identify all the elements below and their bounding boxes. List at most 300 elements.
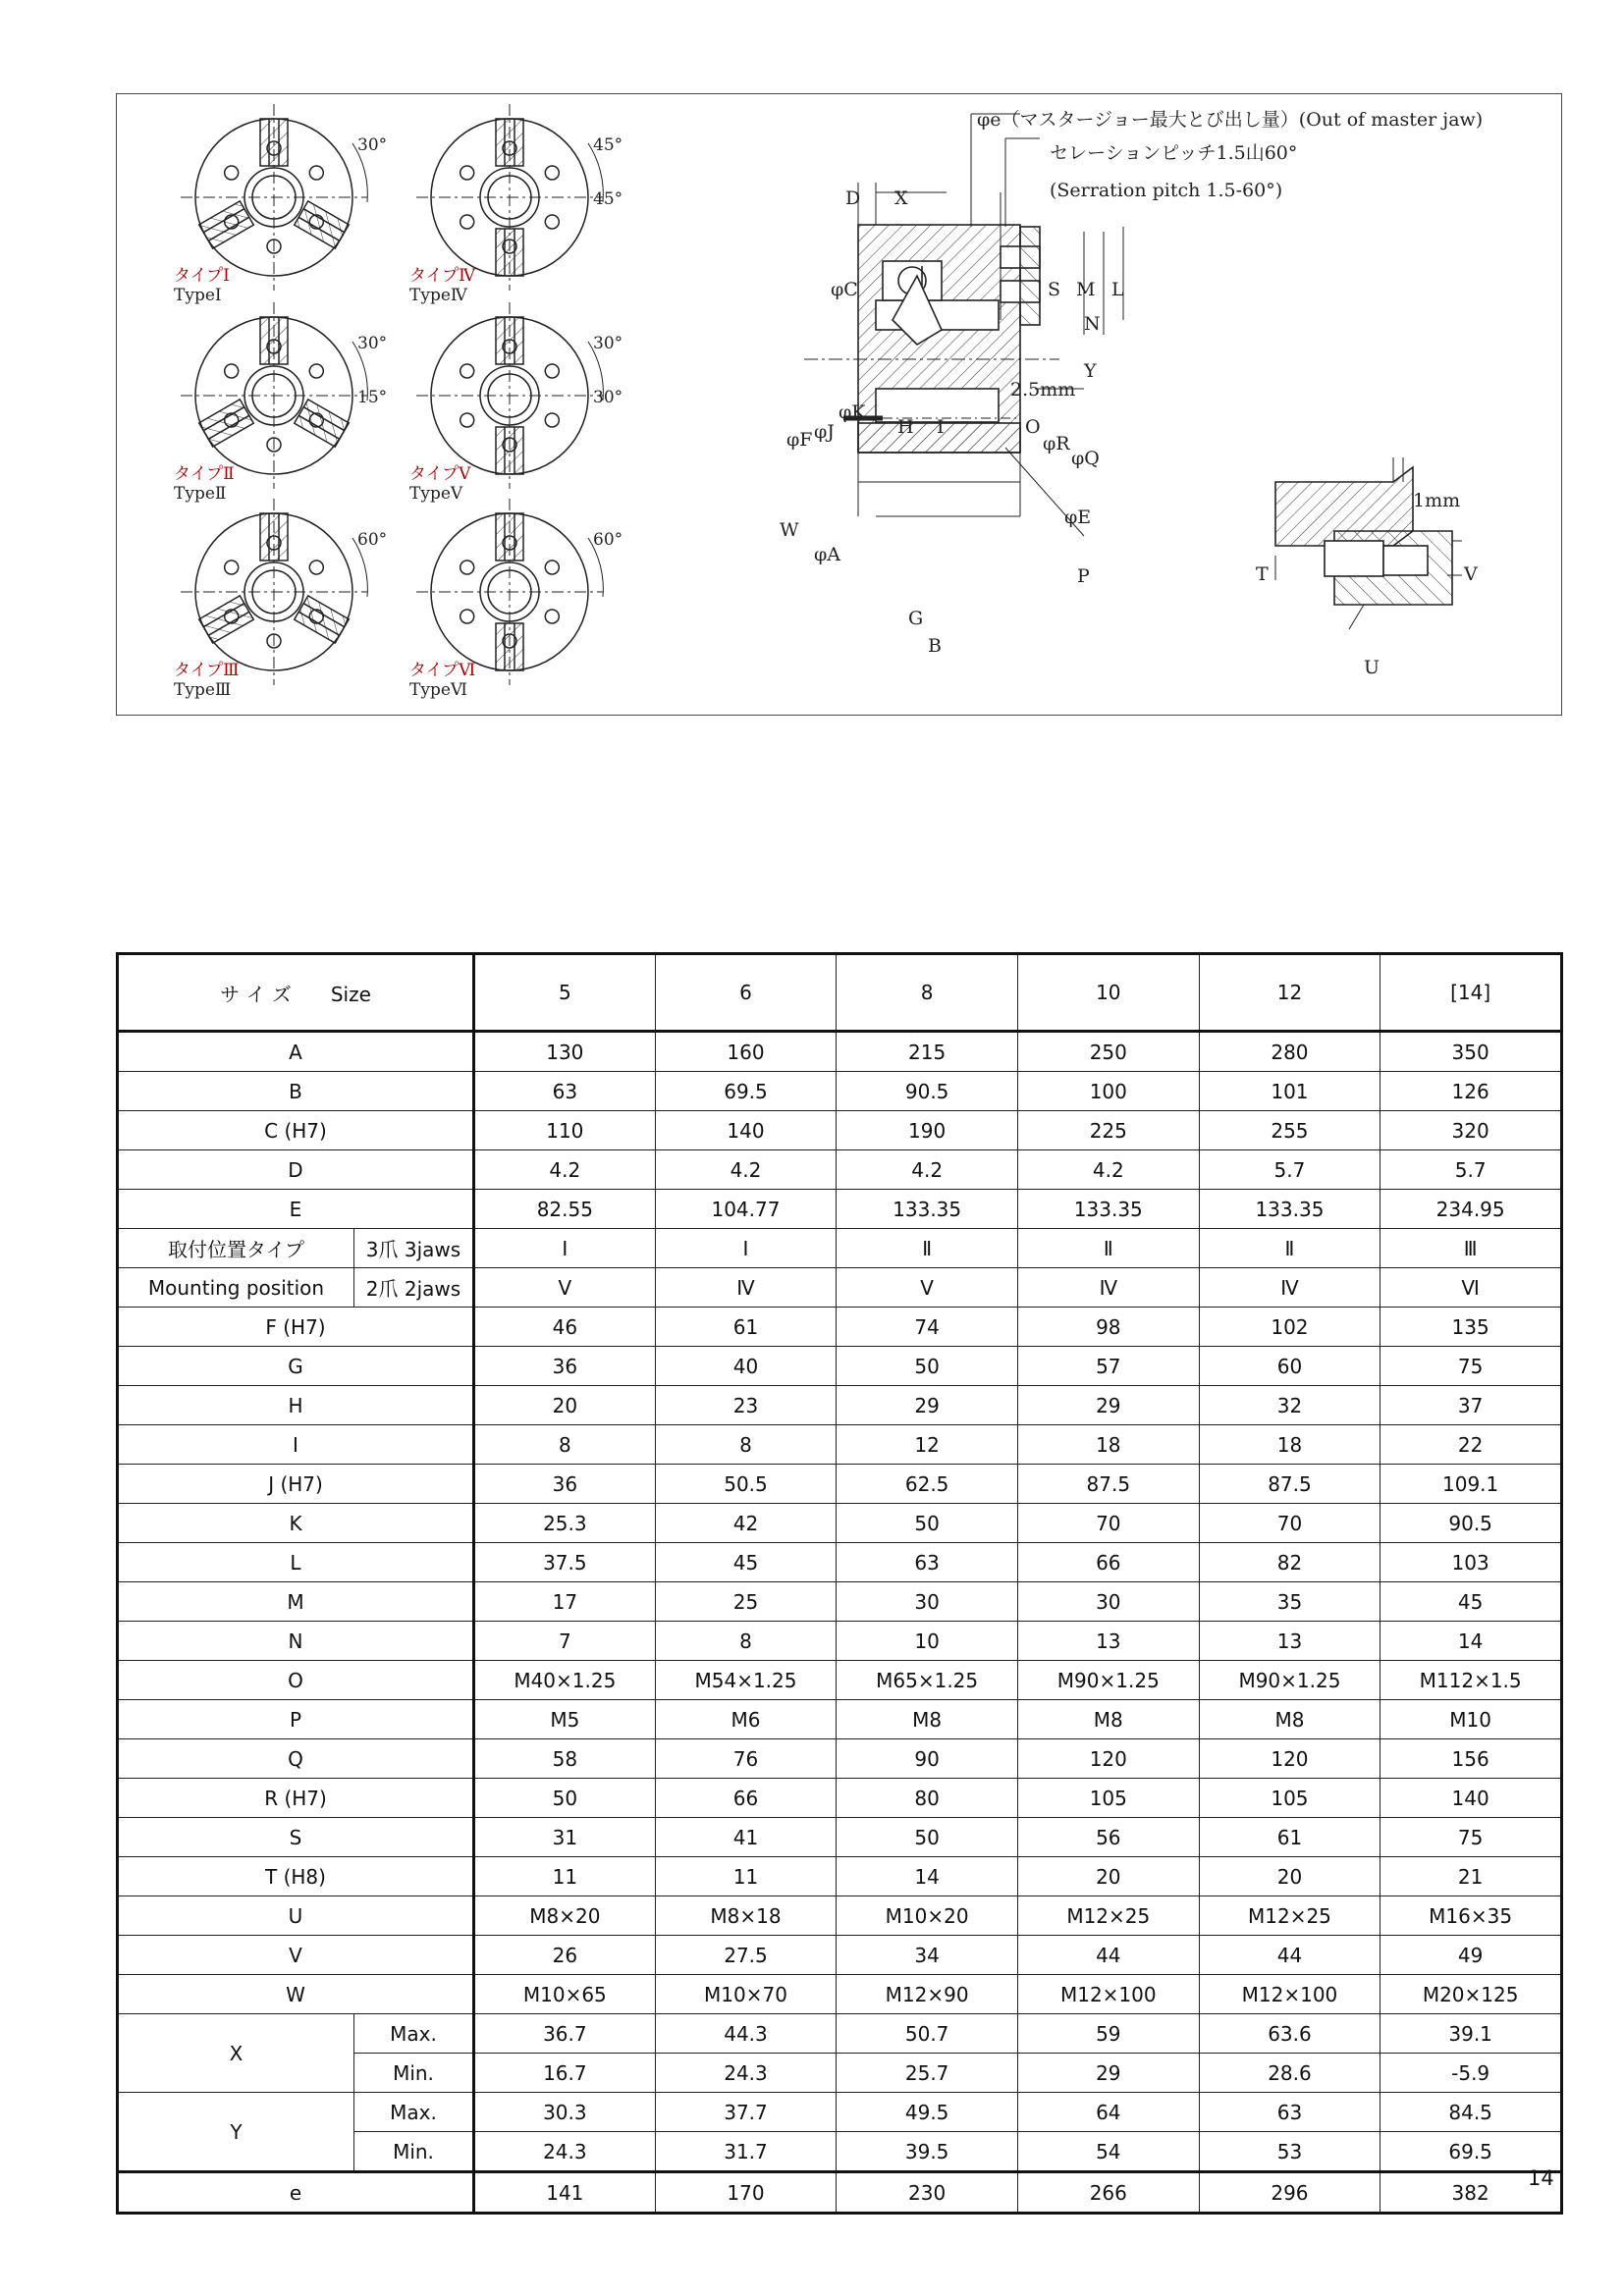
dim-c: φC (831, 279, 858, 300)
table-cell: 63 (1199, 2093, 1380, 2132)
table-cell: 230 (837, 2172, 1018, 2214)
row-label: e (118, 2172, 474, 2214)
table-cell: 40 (655, 1347, 837, 1386)
dim-n: N (1084, 313, 1101, 335)
table-cell: 31.7 (655, 2132, 837, 2172)
table-row (118, 1543, 1562, 1582)
table-cell: 29 (1017, 2054, 1199, 2093)
angle-label: 60° (593, 530, 623, 550)
table-cell: 133.35 (1199, 1190, 1380, 1229)
table-cell: 10 (837, 1622, 1018, 1661)
table-cell: M12×100 (1199, 1975, 1380, 2014)
table-cell: 61 (655, 1308, 837, 1347)
max-label: Max. (354, 2093, 474, 2132)
table-cell: 63.6 (1199, 2014, 1380, 2054)
table-cell: 105 (1199, 1779, 1380, 1818)
table-cell: 234.95 (1380, 1190, 1562, 1229)
table-cell: Ⅳ (1017, 1268, 1199, 1308)
chuck-view (181, 499, 367, 685)
table-cell: M10×65 (474, 1975, 656, 2014)
table-cell: 31 (474, 1818, 656, 1857)
dim-h: H (897, 416, 914, 438)
table-cell: 82 (1199, 1543, 1380, 1582)
serration-ja-callout: セレーションピッチ1.5山60° (1050, 142, 1298, 164)
size-col-header: 6 (655, 954, 837, 1032)
table-cell: 14 (837, 1857, 1018, 1896)
table-cell: 62.5 (837, 1465, 1018, 1504)
row-label: U (118, 1896, 474, 1936)
table-cell: 54 (1017, 2132, 1199, 2172)
dim-1mm: 1mm (1413, 490, 1461, 511)
table-cell: 34 (837, 1936, 1018, 1975)
table-cell: 90.5 (1380, 1504, 1562, 1543)
table-cell: 255 (1199, 1111, 1380, 1150)
table-row (118, 1739, 1562, 1779)
chuck-type-views (174, 104, 623, 700)
table-cell: 120 (1017, 1739, 1199, 1779)
row-label: G (118, 1347, 474, 1386)
table-row (118, 1857, 1562, 1896)
dim-u: U (1364, 657, 1380, 678)
table-cell: 70 (1199, 1504, 1380, 1543)
table-row (118, 1661, 1562, 1700)
table-cell: 4.2 (837, 1150, 1018, 1190)
table-cell: 133.35 (837, 1190, 1018, 1229)
table-cell: 215 (837, 1032, 1018, 1072)
table-cell: 87.5 (1017, 1465, 1199, 1504)
table-cell: 36 (474, 1465, 656, 1504)
table-cell: 63 (474, 1072, 656, 1111)
row-label: P (118, 1700, 474, 1739)
table-cell: Ⅴ (837, 1268, 1018, 1308)
table-cell: 4.2 (1017, 1150, 1199, 1190)
table-row (118, 1268, 1562, 1308)
table-cell: 45 (655, 1543, 837, 1582)
table-cell: 59 (1017, 2014, 1199, 2054)
dim-o: O (1025, 416, 1041, 438)
table-row (118, 1896, 1562, 1936)
table-cell: 75 (1380, 1347, 1562, 1386)
table-cell: M10×20 (837, 1896, 1018, 1936)
table-cell: 17 (474, 1582, 656, 1622)
table-row (118, 1190, 1562, 1229)
row-label: T (H8) (118, 1857, 474, 1896)
chuck-view (416, 499, 603, 685)
table-cell: 18 (1017, 1425, 1199, 1465)
table-cell: 140 (655, 1111, 837, 1150)
table-cell: 296 (1199, 2172, 1380, 2214)
min-label: Min. (354, 2132, 474, 2172)
table-cell: 4.2 (655, 1150, 837, 1190)
row-label: D (118, 1150, 474, 1190)
table-cell: 280 (1199, 1032, 1380, 1072)
table-cell: 4.2 (474, 1150, 656, 1190)
table-cell: 105 (1017, 1779, 1199, 1818)
row-label: K (118, 1504, 474, 1543)
dim-j: φJ (814, 421, 835, 443)
type-label-en: TypeⅤ (409, 484, 463, 504)
table-cell: 29 (1017, 1386, 1199, 1425)
table-cell: M8×20 (474, 1896, 656, 1936)
row-label: C (H7) (118, 1111, 474, 1150)
type-label-ja: タイプⅣ (409, 266, 476, 286)
type-label-ja: タイプⅡ (174, 464, 235, 484)
dim-g: G (908, 608, 924, 629)
table-cell: 70 (1017, 1504, 1199, 1543)
table-row (118, 1229, 1562, 1268)
table-cell: M65×1.25 (837, 1661, 1018, 1700)
table-cell: 69.5 (655, 1072, 837, 1111)
table-cell: M12×90 (837, 1975, 1018, 2014)
table-row (118, 1936, 1562, 1975)
table-cell: 61 (1199, 1818, 1380, 1857)
table-cell: 140 (1380, 1779, 1562, 1818)
angle-label: 30° (357, 334, 388, 353)
angle-label: 15° (357, 388, 388, 407)
table-row (118, 1347, 1562, 1386)
table-cell: 22 (1380, 1425, 1562, 1465)
table-cell: 50 (837, 1347, 1018, 1386)
table-cell: 58 (474, 1739, 656, 1779)
dim-m: M (1076, 279, 1096, 300)
table-cell: 36 (474, 1347, 656, 1386)
row-label: M (118, 1582, 474, 1622)
table-cell: 133.35 (1017, 1190, 1199, 1229)
table-row (118, 1582, 1562, 1622)
table-cell: 130 (474, 1032, 656, 1072)
table-cell: 37.5 (474, 1543, 656, 1582)
jaw2-label: 2爪 2jaws (354, 1268, 474, 1308)
row-label: A (118, 1032, 474, 1072)
table-cell: Ⅰ (474, 1229, 656, 1268)
type-label-ja: タイプⅠ (174, 266, 230, 286)
table-cell: 84.5 (1380, 2093, 1562, 2132)
table-cell: M10×70 (655, 1975, 837, 2014)
table-row (118, 1975, 1562, 2014)
table-cell: Ⅳ (655, 1268, 837, 1308)
table-cell: 156 (1380, 1739, 1562, 1779)
table-cell: M40×1.25 (474, 1661, 656, 1700)
dim-25mm: 2.5mm (1010, 379, 1076, 400)
row-label: E (118, 1190, 474, 1229)
table-cell: 7 (474, 1622, 656, 1661)
table-row (118, 1622, 1562, 1661)
table-row (118, 2172, 1562, 2214)
table-row (118, 1700, 1562, 1739)
row-label: I (118, 1425, 474, 1465)
size-col-header: 8 (837, 954, 1018, 1032)
table-cell: 110 (474, 1111, 656, 1150)
table-cell: 141 (474, 2172, 656, 2214)
table-cell: 32 (1199, 1386, 1380, 1425)
table-cell: 24.3 (655, 2054, 837, 2093)
table-cell: 50 (837, 1504, 1018, 1543)
table-cell: M112×1.5 (1380, 1661, 1562, 1700)
table-row (118, 1386, 1562, 1425)
table-cell: 66 (1017, 1543, 1199, 1582)
table-cell: 49 (1380, 1936, 1562, 1975)
row-label: S (118, 1818, 474, 1857)
type-label-en: TypeⅣ (409, 286, 467, 305)
chuck-view (416, 302, 603, 489)
table-cell: 5.7 (1199, 1150, 1380, 1190)
table-cell: 44.3 (655, 2014, 837, 2054)
angle-label: 30° (593, 388, 623, 407)
table-cell: 21 (1380, 1857, 1562, 1896)
table-cell: 12 (837, 1425, 1018, 1465)
table-cell: 102 (1199, 1308, 1380, 1347)
dim-a: φA (814, 544, 841, 565)
table-cell: M8×18 (655, 1896, 837, 1936)
table-cell: 80 (837, 1779, 1018, 1818)
table-cell: 44 (1017, 1936, 1199, 1975)
table-cell: 30.3 (474, 2093, 656, 2132)
dim-y: Y (1084, 360, 1097, 382)
dim-i: I (937, 416, 945, 438)
table-row (118, 1032, 1562, 1072)
dim-q: φQ (1071, 448, 1100, 469)
table-cell: 8 (474, 1425, 656, 1465)
table-cell: 46 (474, 1308, 656, 1347)
row-label: F (H7) (118, 1308, 474, 1347)
table-cell: M12×100 (1017, 1975, 1199, 2014)
table-cell: 382 (1380, 2172, 1562, 2214)
size-header-row (118, 954, 1562, 1032)
table-cell: 75 (1380, 1818, 1562, 1857)
type-label-en: TypeⅢ (174, 680, 232, 700)
page-number: 14 (1528, 2166, 1554, 2190)
chuck-view (416, 104, 603, 291)
serration-en-callout: (Serration pitch 1.5-60°) (1050, 180, 1283, 201)
chuck-view (181, 104, 367, 291)
table-row (118, 1425, 1562, 1465)
table-row (118, 1504, 1562, 1543)
table-cell: 37.7 (655, 2093, 837, 2132)
angle-label: 30° (357, 135, 388, 155)
table-cell: 20 (1199, 1857, 1380, 1896)
size-col-header: 10 (1017, 954, 1199, 1032)
dim-x: X (894, 187, 908, 209)
table-cell: Ⅲ (1380, 1229, 1562, 1268)
row-label: V (118, 1936, 474, 1975)
table-cell: 90.5 (837, 1072, 1018, 1111)
table-row (118, 2093, 1562, 2132)
table-cell: 50 (837, 1818, 1018, 1857)
table-cell: 28.6 (1199, 2054, 1380, 2093)
max-label: Max. (354, 2014, 474, 2054)
type-label-ja: タイプⅢ (174, 661, 240, 680)
table-cell: Ⅵ (1380, 1268, 1562, 1308)
table-cell: 42 (655, 1504, 837, 1543)
table-cell: 26 (474, 1936, 656, 1975)
angle-label: 30° (593, 334, 623, 353)
chuck-view (181, 302, 367, 489)
dim-b: B (928, 635, 942, 657)
mounting-label-en: Mounting position (118, 1268, 354, 1308)
technical-drawing (117, 94, 1563, 717)
table-cell: Ⅱ (1199, 1229, 1380, 1268)
table-cell: 104.77 (655, 1190, 837, 1229)
dim-w: W (780, 519, 799, 541)
table-cell: 250 (1017, 1032, 1199, 1072)
table-row (118, 1111, 1562, 1150)
table-cell: 320 (1380, 1111, 1562, 1150)
table-cell: 24.3 (474, 2132, 656, 2172)
table-cell: 76 (655, 1739, 837, 1779)
table-cell: 87.5 (1199, 1465, 1380, 1504)
table-cell: 20 (474, 1386, 656, 1425)
figure-panel (116, 93, 1562, 716)
table-cell: 11 (655, 1857, 837, 1896)
table-cell: 350 (1380, 1032, 1562, 1072)
table-cell: 11 (474, 1857, 656, 1896)
table-cell: 20 (1017, 1857, 1199, 1896)
table-cell: M20×125 (1380, 1975, 1562, 2014)
table-cell: 14 (1380, 1622, 1562, 1661)
table-row (118, 2014, 1562, 2054)
table-cell: 82.55 (474, 1190, 656, 1229)
table-cell: 30 (1017, 1582, 1199, 1622)
table-cell: 135 (1380, 1308, 1562, 1347)
dim-d: D (845, 187, 861, 209)
row-label: B (118, 1072, 474, 1111)
type-label-en: TypeⅡ (174, 484, 227, 504)
size-col-header: [14] (1380, 954, 1562, 1032)
table-cell: Ⅱ (837, 1229, 1018, 1268)
table-cell: 57 (1017, 1347, 1199, 1386)
table-row (118, 1150, 1562, 1190)
table-cell: 18 (1199, 1425, 1380, 1465)
table-cell: 69.5 (1380, 2132, 1562, 2172)
table-cell: 160 (655, 1032, 837, 1072)
table-cell: 63 (837, 1543, 1018, 1582)
dim-f: φF (786, 429, 813, 451)
table-cell: 190 (837, 1111, 1018, 1150)
table-cell: M8 (1017, 1700, 1199, 1739)
table-cell: 13 (1017, 1622, 1199, 1661)
table-cell: M54×1.25 (655, 1661, 837, 1700)
table-cell: 23 (655, 1386, 837, 1425)
dim-p: P (1077, 565, 1090, 587)
dim-l: L (1111, 279, 1124, 300)
table-cell: M5 (474, 1700, 656, 1739)
table-cell: Ⅱ (1017, 1229, 1199, 1268)
table-row (118, 1308, 1562, 1347)
table-cell: 37 (1380, 1386, 1562, 1425)
table-cell: M6 (655, 1700, 837, 1739)
row-label: W (118, 1975, 474, 2014)
size-col-header: 5 (474, 954, 656, 1032)
table-row (118, 1465, 1562, 1504)
table-cell: Ⅳ (1199, 1268, 1380, 1308)
table-cell: M12×25 (1199, 1896, 1380, 1936)
mounting-label-ja: 取付位置タイプ (118, 1229, 354, 1268)
table-cell: 35 (1199, 1582, 1380, 1622)
table-cell: 41 (655, 1818, 837, 1857)
dim-s: S (1048, 279, 1061, 300)
table-cell: 53 (1199, 2132, 1380, 2172)
table-cell: 126 (1380, 1072, 1562, 1111)
row-label: J (H7) (118, 1465, 474, 1504)
size-header-label: サ イ ズ Size (118, 954, 474, 1032)
table-cell: 170 (655, 2172, 837, 2214)
size-col-header: 12 (1199, 954, 1380, 1032)
table-cell: 44 (1199, 1936, 1380, 1975)
row-label: L (118, 1543, 474, 1582)
table-cell: 27.5 (655, 1936, 837, 1975)
table-cell: Ⅰ (655, 1229, 837, 1268)
dim-r: φR (1043, 433, 1070, 454)
type-label-ja: タイプⅥ (409, 661, 476, 680)
dim-e: φE (1064, 507, 1092, 528)
table-cell: 45 (1380, 1582, 1562, 1622)
table-cell: 56 (1017, 1818, 1199, 1857)
table-cell: 64 (1017, 2093, 1199, 2132)
table-cell: 50.7 (837, 2014, 1018, 2054)
table-cell: 225 (1017, 1111, 1199, 1150)
table-cell: 25 (655, 1582, 837, 1622)
table-cell: 25.3 (474, 1504, 656, 1543)
table-cell: 25.7 (837, 2054, 1018, 2093)
table-cell: Ⅴ (474, 1268, 656, 1308)
table-cell: 100 (1017, 1072, 1199, 1111)
table-cell: 74 (837, 1308, 1018, 1347)
row-label: N (118, 1622, 474, 1661)
type-label-ja: タイプⅤ (409, 464, 471, 484)
dim-k: φK (839, 401, 866, 423)
table-cell: M12×25 (1017, 1896, 1199, 1936)
angle-label: 60° (357, 530, 388, 550)
table-cell: 66 (655, 1779, 837, 1818)
table-cell: M8 (837, 1700, 1018, 1739)
table-row (118, 1779, 1562, 1818)
table-cell: 50.5 (655, 1465, 837, 1504)
table-cell: 39.5 (837, 2132, 1018, 2172)
table-cell: 90 (837, 1739, 1018, 1779)
detail-view (1275, 457, 1462, 629)
table-cell: M16×35 (1380, 1896, 1562, 1936)
table-cell: 120 (1199, 1739, 1380, 1779)
table-cell: 103 (1380, 1543, 1562, 1582)
dim-v: V (1464, 563, 1478, 585)
cross-section-view (804, 114, 1123, 536)
table-cell: M90×1.25 (1199, 1661, 1380, 1700)
table-cell: 8 (655, 1425, 837, 1465)
table-cell: M10 (1380, 1700, 1562, 1739)
table-cell: M8 (1199, 1700, 1380, 1739)
min-label: Min. (354, 2054, 474, 2093)
group-label: Y (118, 2093, 354, 2172)
spec-table (116, 952, 1563, 2215)
spec-table-body (118, 954, 1562, 2214)
angle-label: 45° (593, 135, 623, 155)
jaw3-label: 3爪 3jaws (354, 1229, 474, 1268)
row-label: O (118, 1661, 474, 1700)
table-cell: 13 (1199, 1622, 1380, 1661)
group-label: X (118, 2014, 354, 2093)
table-row (118, 1818, 1562, 1857)
table-cell: 39.1 (1380, 2014, 1562, 2054)
table-cell: 16.7 (474, 2054, 656, 2093)
row-label: H (118, 1386, 474, 1425)
row-label: R (H7) (118, 1779, 474, 1818)
phi-e-callout: φe（マスタージョー最大とび出し量）(Out of master jaw) (977, 109, 1484, 131)
table-cell: -5.9 (1380, 2054, 1562, 2093)
table-cell: 50 (474, 1779, 656, 1818)
table-cell: 98 (1017, 1308, 1199, 1347)
table-cell: 36.7 (474, 2014, 656, 2054)
table-cell: 49.5 (837, 2093, 1018, 2132)
